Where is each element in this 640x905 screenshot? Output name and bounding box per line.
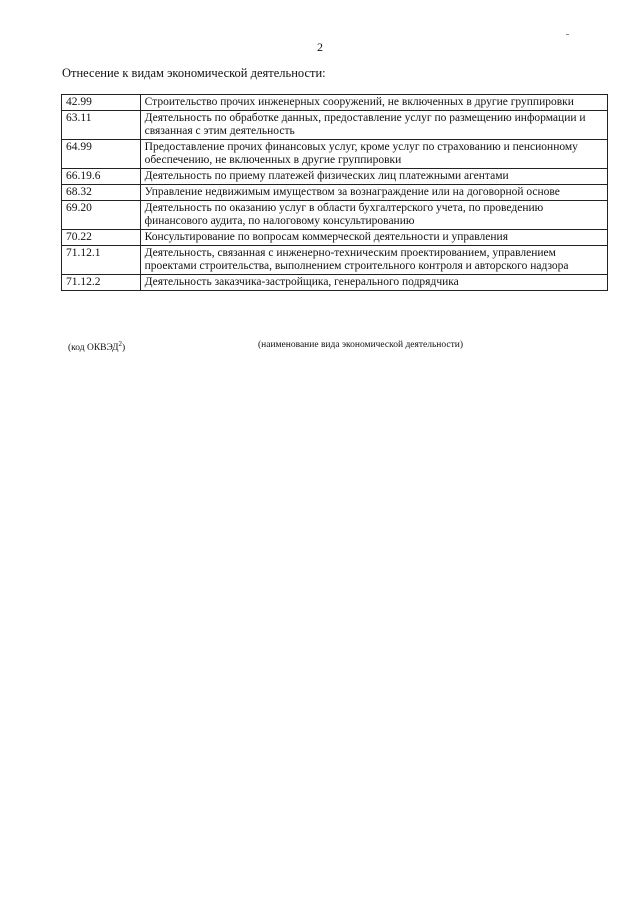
table-row: [62, 140, 608, 169]
footnote-marker: 2: [118, 340, 122, 348]
table-row: [62, 246, 608, 275]
code-caption-text: (код ОКВЭД: [68, 343, 119, 354]
scan-artifact: [566, 34, 569, 35]
okved-code-cell: 69.20: [62, 201, 141, 230]
activity-name-cell: Деятельность заказчика-застройщика, генерального подрядчика: [140, 275, 607, 291]
okved-table-body: [62, 95, 608, 291]
activity-name-cell: Консультирование по вопросам коммерческой деятельности и управления: [140, 230, 607, 246]
section-heading: Отнесение к видам экономической деятельности:: [62, 66, 326, 80]
okved-code-cell: 63.11: [62, 111, 141, 140]
okved-code-cell: 71.12.2: [62, 275, 141, 291]
okved-code-cell: 68.32: [62, 185, 141, 201]
activity-name-cell: Предоставление прочих финансовых услуг, кроме услуг по страхованию и пенсионному обеспечению, не включенных в другие группировки: [140, 140, 607, 169]
table-row: [62, 185, 608, 201]
table-row: [62, 230, 608, 246]
table-row: [62, 275, 608, 291]
activity-name-cell: Строительство прочих инженерных сооружений, не включенных в другие группировки: [140, 95, 607, 111]
okved-code-cell: 70.22: [62, 230, 141, 246]
table-row: [62, 95, 608, 111]
activity-name-cell: Деятельность, связанная с инженерно-техническим проектированием, управлением проектами строительства, выполнением строительного контроля и авторского надзора: [140, 246, 607, 275]
page-number: 2: [317, 40, 323, 54]
activity-name-cell: Деятельность по оказанию услуг в области бухгалтерского учета, по проведению финансового аудита, по налоговому консультированию: [140, 201, 607, 230]
table-row: [62, 111, 608, 140]
activity-name-cell: Управление недвижимым имуществом за вознаграждение или на договорной основе: [140, 185, 607, 201]
okved-code-cell: 71.12.1: [62, 246, 141, 275]
okved-code-cell: 42.99: [62, 95, 141, 111]
table-row: [62, 169, 608, 185]
name-column-caption: (наименование вида экономической деятельности): [258, 340, 463, 350]
code-caption-close: ): [121, 343, 126, 354]
okved-code-cell: 66.19.6: [62, 169, 141, 185]
table-row: [62, 201, 608, 230]
activity-name-cell: Деятельность по приему платежей физических лиц платежными агентами: [140, 169, 607, 185]
code-column-caption: [68, 340, 125, 353]
okved-table: [61, 94, 608, 291]
activity-name-cell: Деятельность по обработке данных, предоставление услуг по размещению информации и связанная с этим деятельность: [140, 111, 607, 140]
okved-code-cell: 64.99: [62, 140, 141, 169]
